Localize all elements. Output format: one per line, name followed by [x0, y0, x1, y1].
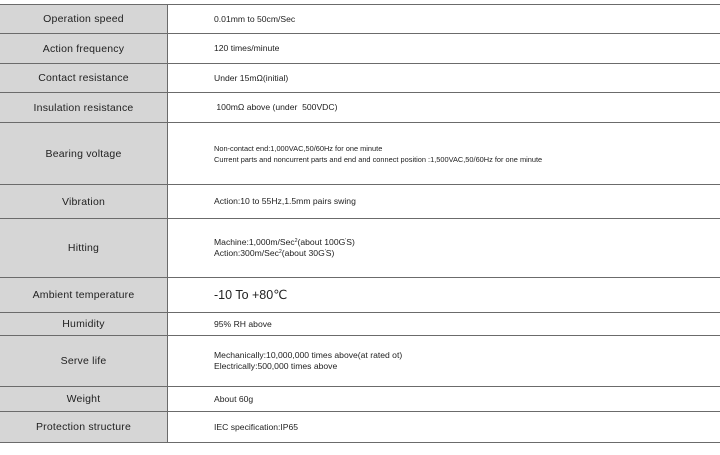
spec-label: Action frequency: [0, 34, 168, 64]
spec-row-protection-structure: [0, 412, 720, 443]
spec-value: Non-contact end:1,000VAC,50/60Hz for one minute Current parts and noncurrent parts and end and connect position :1,500VAC,50/60Hz for one minute: [168, 123, 720, 185]
spec-value: About 60g: [168, 387, 720, 412]
spec-value: Machine:1,000m/Sec$^2$(about 100G'S) Action:300m/Sec$^2$(about 30G'S): [168, 219, 720, 278]
spec-value: IEC specification:IP65: [168, 412, 720, 443]
spec-label: Insulation resistance: [0, 93, 168, 123]
spec-value: Mechanically:10,000,000 times above(at rated ot) Electrically:500,000 times above: [168, 336, 720, 387]
spec-label: Contact resistance: [0, 64, 168, 93]
spec-label: Protection structure: [0, 412, 168, 443]
spec-row-humidity: [0, 313, 720, 336]
spec-row-insulation-resistance: [0, 93, 720, 123]
spec-label: Serve life: [0, 336, 168, 387]
spec-label: Bearing voltage: [0, 123, 168, 185]
spec-value: 95% RH above: [168, 313, 720, 336]
spec-row-contact-resistance: [0, 64, 720, 93]
spec-table: [0, 4, 720, 443]
spec-label: Vibration: [0, 185, 168, 219]
spec-value: -10 To +80℃: [168, 278, 720, 313]
spec-value: 120 times/minute: [168, 34, 720, 64]
spec-label: Weight: [0, 387, 168, 412]
spec-row-weight: [0, 387, 720, 412]
spec-value: Action:10 to 55Hz,1.5mm pairs swing: [168, 185, 720, 219]
spec-label: Ambient temperature: [0, 278, 168, 313]
spec-label: Operation speed: [0, 5, 168, 34]
spec-row-ambient-temperature: [0, 278, 720, 313]
spec-row-hitting: [0, 219, 720, 278]
spec-row-serve-life: [0, 336, 720, 387]
spec-label: Hitting: [0, 219, 168, 278]
spec-row-bearing-voltage: [0, 123, 720, 185]
spec-row-operation-speed: [0, 5, 720, 34]
spec-value: 100mΩ above (under 500VDC): [168, 93, 720, 123]
spec-value: Under 15mΩ(initial): [168, 64, 720, 93]
spec-row-action-frequency: [0, 34, 720, 64]
spec-label: Humidity: [0, 313, 168, 336]
spec-value: 0.01mm to 50cm/Sec: [168, 5, 720, 34]
spec-row-vibration: [0, 185, 720, 219]
